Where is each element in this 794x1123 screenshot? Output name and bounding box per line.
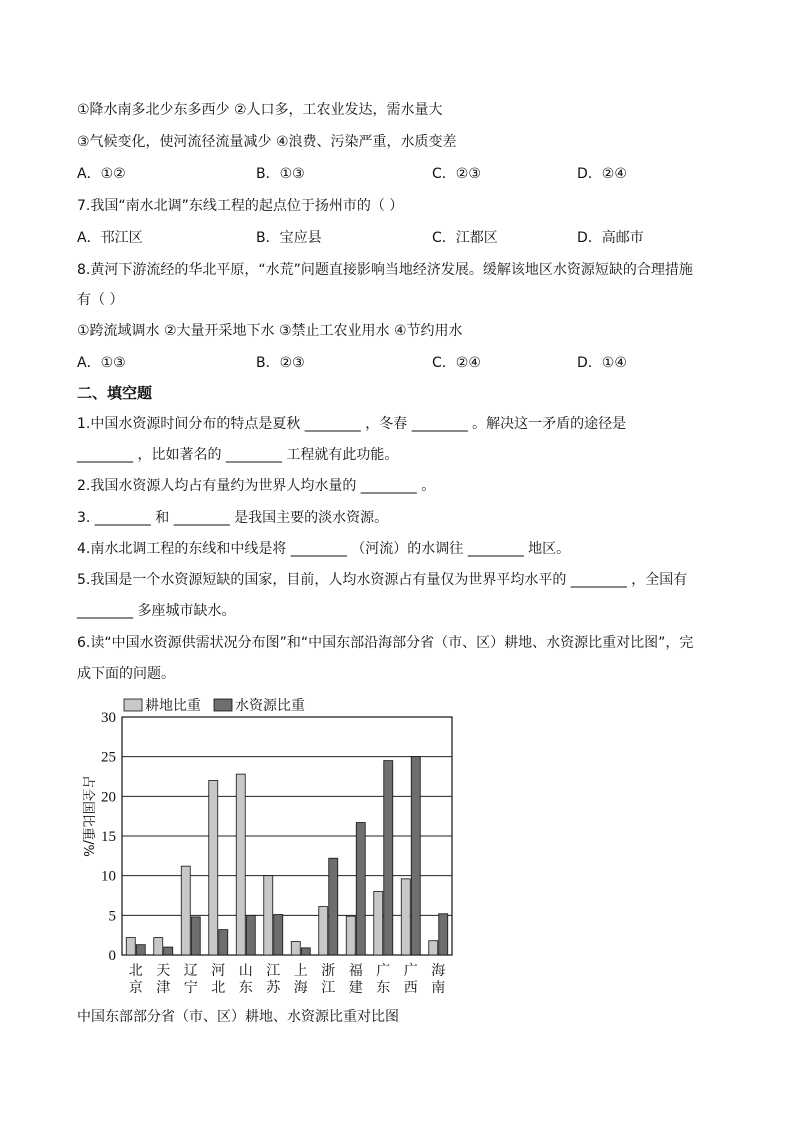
bar-water-2 (191, 917, 200, 955)
q6-option-c[interactable]: C．②③ (432, 166, 481, 182)
x-tick-label: 建 (348, 980, 363, 996)
x-tick-label: 广 (376, 963, 391, 979)
q6-option-d[interactable]: D．②④ (577, 166, 627, 182)
bar-water-10 (411, 757, 420, 955)
y-tick-label: 5 (108, 908, 116, 925)
y-tick-label: 0 (108, 948, 116, 964)
bar-water-11 (439, 914, 448, 955)
x-tick-label: 北 (128, 963, 143, 979)
x-tick-label: 东 (238, 980, 253, 996)
x-tick-label: 河 (211, 963, 226, 979)
q6-option-b[interactable]: B．①③ (256, 166, 305, 182)
x-tick-label: 辽 (183, 963, 198, 979)
y-axis-label: 占全国比重/% (80, 775, 95, 857)
bar-chart (70, 692, 470, 997)
y-tick-label: 25 (101, 749, 116, 766)
q7-option-b[interactable]: B．宝应县 (256, 230, 322, 246)
q7-option-c[interactable]: C．江都区 (432, 230, 498, 246)
bar-farmland-8 (346, 916, 355, 955)
x-tick-label: 海 (293, 980, 308, 996)
section-heading: 二、填空题 (77, 384, 153, 402)
q8-choices-line: ①跨流域调水 ②大量开采地下水 ③禁止工农业用水 ④节约用水 (77, 323, 463, 339)
fill-line-6: 5.我国是一个水资源短缺的国家，目前，人均水资源占有量仅为世界平均水平的 ________ ，全国有 (77, 572, 688, 588)
q6-choices-line-2: ③气候变化，使河流径流量减少 ④浪费、污染严重，水质变差 (77, 134, 457, 150)
bar-water-6 (301, 948, 310, 955)
x-tick-label: 京 (128, 980, 143, 996)
x-tick-label: 江 (266, 963, 281, 979)
bar-farmland-1 (154, 938, 163, 955)
q7-option-a[interactable]: A．邗江区 (77, 230, 143, 246)
bar-water-9 (384, 761, 393, 955)
x-tick-label: 北 (211, 980, 226, 996)
bar-farmland-7 (319, 907, 328, 955)
x-tick-label: 上 (293, 963, 308, 979)
q7-stem: 7.我国“南水北调”东线工程的起点位于扬州市的（ ） (77, 198, 404, 214)
bar-water-1 (164, 947, 173, 955)
q6-choices-line-1: ①降水南多北少东多西少 ②人口多，工农业发达，需水量大 (77, 102, 443, 118)
y-tick-label: 30 (101, 710, 116, 726)
y-tick-label: 20 (101, 789, 116, 806)
x-tick-label: 福 (348, 963, 363, 979)
fill-line-7: ________ 多座城市缺水。 (77, 603, 236, 619)
x-tick-label: 天 (156, 963, 171, 979)
bar-farmland-11 (429, 941, 438, 955)
fill-line-8: 6.读“中国水资源供需状况分布图”和“中国东部沿海部分省（市、区）耕地、水资源比重对比图”，完 (77, 635, 694, 651)
bar-water-8 (356, 823, 365, 955)
q8-stem-line-1: 8.黄河下游流经的华北平原，“水荒”问题直接影响当地经济发展。缓解该地区水资源短缺的合理措施 (77, 262, 693, 278)
bar-water-4 (246, 915, 255, 955)
legend-swatch (214, 699, 232, 711)
x-tick-label: 南 (431, 980, 446, 996)
legend-label: 水资源比重 (235, 698, 305, 714)
x-tick-label: 浙 (321, 963, 336, 979)
fill-line-1: 1.中国水资源时间分布的特点是夏秋 ________ ，冬春 ________ 。解决这一矛盾的途径是 (77, 416, 627, 432)
legend-swatch (124, 699, 142, 711)
fill-line-9: 成下面的问题。 (77, 666, 175, 682)
x-tick-label: 西 (403, 980, 418, 996)
q6-option-a[interactable]: A．①② (77, 166, 126, 182)
x-tick-label: 津 (156, 980, 171, 996)
x-tick-label: 宁 (183, 980, 198, 996)
x-tick-label: 东 (376, 980, 391, 996)
fill-line-4: 3. ________ 和 ________ 是我国主要的淡水资源。 (77, 510, 389, 526)
q8-option-c[interactable]: C．②④ (432, 355, 481, 371)
bar-water-5 (274, 915, 283, 955)
x-tick-label: 海 (431, 963, 446, 979)
bar-farmland-4 (236, 774, 245, 955)
y-tick-label: 15 (101, 829, 116, 845)
bar-farmland-3 (209, 780, 218, 955)
q8-option-b[interactable]: B．②③ (256, 355, 305, 371)
q8-option-d[interactable]: D．①④ (577, 355, 627, 371)
bar-farmland-2 (181, 866, 190, 955)
x-tick-label: 苏 (266, 980, 281, 996)
fill-line-2: ________ ，比如著名的 ________ 工程就有此功能。 (77, 447, 399, 463)
y-tick-label: 10 (101, 868, 116, 885)
legend-label: 耕地比重 (145, 698, 201, 714)
bar-farmland-9 (374, 892, 383, 955)
x-tick-label: 江 (321, 980, 336, 996)
q7-option-d[interactable]: D．高邮市 (577, 230, 644, 246)
bar-farmland-0 (126, 938, 135, 955)
x-tick-label: 广 (403, 963, 418, 979)
x-tick-label: 山 (238, 963, 253, 979)
fill-line-5: 4.南水北调工程的东线和中线是将 ________ （河流）的水调往 ________ 地区。 (77, 541, 571, 557)
chart-caption: 中国东部部分省（市、区）耕地、水资源比重对比图 (77, 1009, 399, 1025)
bar-farmland-10 (401, 879, 410, 955)
bar-farmland-6 (291, 942, 300, 955)
bar-water-3 (219, 930, 228, 955)
q8-option-a[interactable]: A．①③ (77, 355, 126, 371)
bar-farmland-5 (264, 876, 273, 955)
bar-water-7 (329, 858, 338, 955)
q8-stem-line-2: 有（ ） (77, 292, 124, 308)
fill-line-3: 2.我国水资源人均占有量约为世界人均水量的 ________ 。 (77, 478, 436, 494)
bar-water-0 (136, 945, 145, 955)
